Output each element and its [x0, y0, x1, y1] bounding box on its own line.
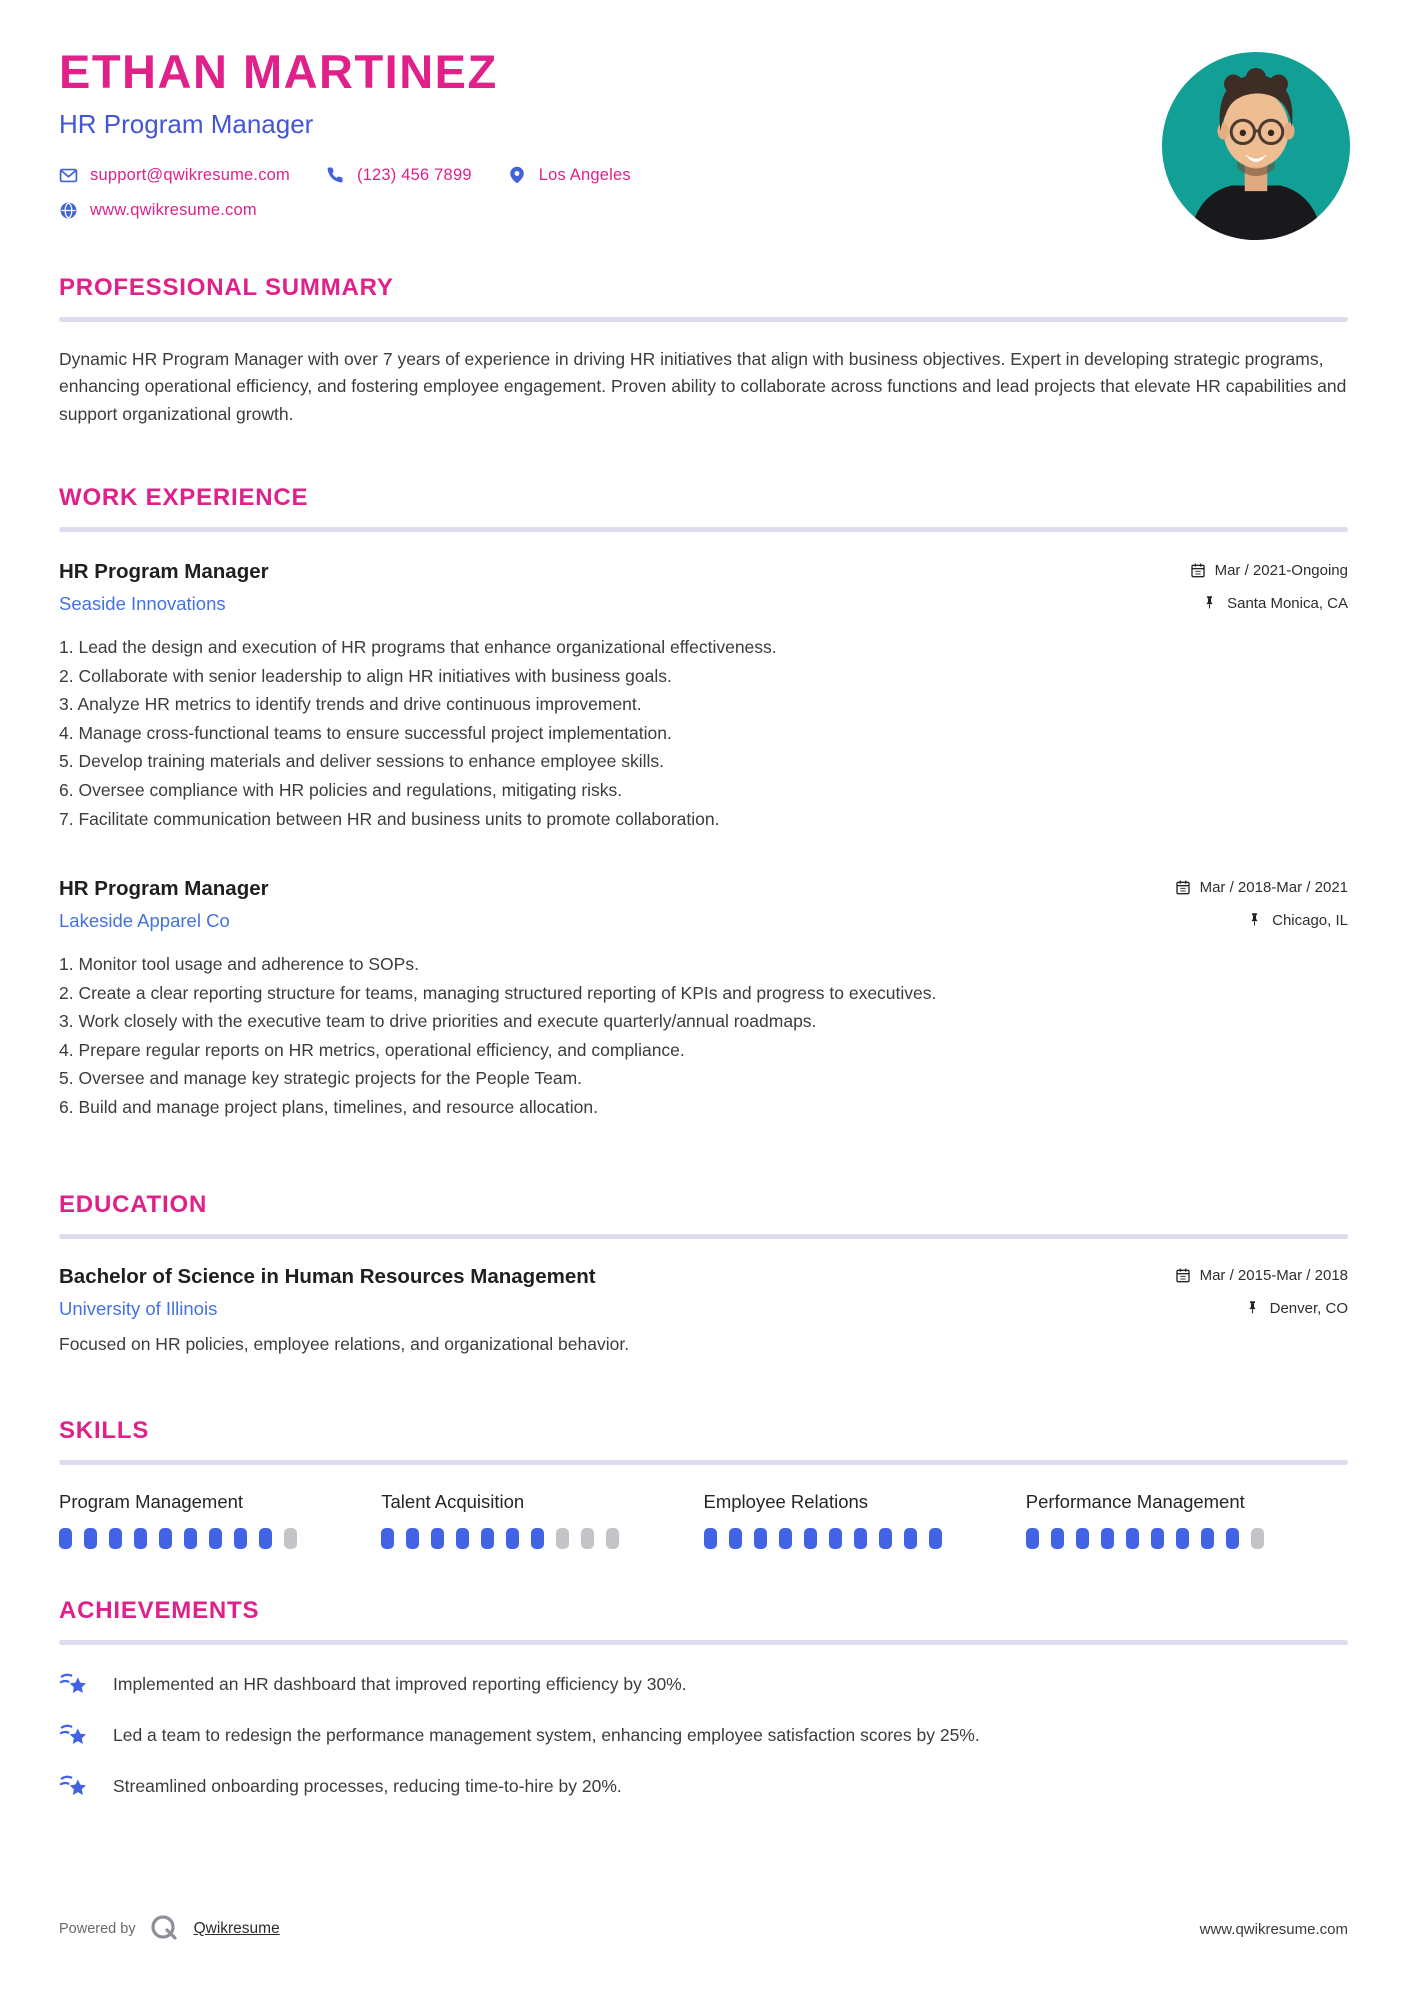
rating-dot	[606, 1528, 619, 1549]
powered-by-text: Powered by	[59, 1921, 136, 1937]
rating-dot	[929, 1528, 942, 1549]
skill-rating-dots	[1026, 1528, 1348, 1549]
skill-item	[59, 1491, 381, 1549]
footer-website: www.qwikresume.com	[1199, 1920, 1348, 1938]
person-job-title: HR Program Manager	[59, 109, 314, 139]
footer	[59, 1912, 1348, 1946]
section-divider	[59, 527, 1348, 532]
achievement-text: Implemented an HR dashboard that improved reporting efficiency by 30%.	[113, 1673, 687, 1694]
rating-dot	[481, 1528, 494, 1549]
rating-dot	[1226, 1528, 1239, 1549]
section-divider	[59, 1460, 1348, 1465]
rating-dot	[854, 1528, 867, 1549]
job-location	[1247, 912, 1348, 929]
rating-dot	[1251, 1528, 1264, 1549]
website-link[interactable]	[59, 201, 257, 220]
rating-dot	[1101, 1528, 1114, 1549]
job-point: 7. Facilitate communication between HR and business units to promote collaboration.	[59, 808, 720, 829]
section-achievements	[59, 1597, 1348, 1801]
rating-dot	[1151, 1528, 1164, 1549]
rating-dot	[134, 1528, 147, 1549]
contact-row-1	[59, 166, 1348, 185]
education-heading: EDUCATION	[59, 1191, 208, 1219]
qwikresume-logo-icon	[148, 1912, 182, 1946]
pushpin-icon	[1245, 1300, 1261, 1316]
job-point: 4. Prepare regular reports on HR metrics, operational efficiency, and compliance.	[59, 1039, 685, 1060]
section-divider	[59, 1234, 1348, 1239]
skill-rating-dots	[381, 1528, 703, 1549]
calendar-icon	[1190, 562, 1206, 578]
rating-dot	[556, 1528, 569, 1549]
job-point: 3. Analyze HR metrics to identify trends and drive continuous improvement.	[59, 694, 642, 715]
rating-dot	[209, 1528, 222, 1549]
achievement-item	[59, 1720, 1348, 1750]
rating-dot	[729, 1528, 742, 1549]
job-point: 1. Lead the design and execution of HR programs that enhance organizational effectiveness.	[59, 637, 777, 658]
work-heading: WORK EXPERIENCE	[59, 484, 309, 512]
rating-dot	[704, 1528, 717, 1549]
rating-dot	[159, 1528, 172, 1549]
profile-photo	[1162, 52, 1350, 240]
job-points	[59, 950, 1348, 1121]
person-name: ETHAN MARTINEZ	[59, 45, 498, 98]
phone-text: (123) 456 7899	[356, 166, 472, 184]
header	[59, 44, 1348, 220]
rating-dot	[406, 1528, 419, 1549]
job-point: 6. Build and manage project plans, timelines, and resource allocation.	[59, 1096, 598, 1117]
achievement-item	[59, 1771, 1348, 1801]
section-professional-summary	[59, 274, 1348, 428]
skills-grid	[59, 1491, 1348, 1549]
mail-icon	[59, 166, 78, 185]
education-dates-text: Mar / 2015-Mar / 2018	[1199, 1266, 1348, 1284]
email-link[interactable]	[59, 166, 290, 185]
phone-icon	[326, 166, 345, 185]
rating-dot	[234, 1528, 247, 1549]
skill-item	[381, 1491, 703, 1549]
summary-heading: PROFESSIONAL SUMMARY	[59, 274, 394, 301]
achievements-list	[59, 1669, 1348, 1801]
website-text: www.qwikresume.com	[90, 201, 257, 219]
skills-heading: SKILLS	[59, 1417, 150, 1445]
skill-item	[1026, 1491, 1348, 1549]
education-location-text: Denver, CO	[1269, 1299, 1348, 1317]
job-point: 4. Manage cross-functional teams to ensure successful project implementation.	[59, 722, 672, 743]
rating-dot	[259, 1528, 272, 1549]
rating-dot	[1076, 1528, 1089, 1549]
degree-title: Bachelor of Science in Human Resources Management	[59, 1265, 596, 1289]
job-point: 6. Oversee compliance with HR policies and regulations, mitigating risks.	[59, 779, 623, 800]
job-title: HR Program Manager	[59, 877, 269, 901]
job-point: 2. Collaborate with senior leadership to align HR initiatives with business goals.	[59, 665, 672, 686]
pushpin-icon	[1247, 912, 1263, 928]
job-location	[1202, 595, 1348, 612]
shooting-star-icon	[59, 1720, 91, 1750]
section-education	[59, 1191, 1348, 1355]
calendar-icon	[1175, 879, 1191, 895]
job-location-text: Chicago, IL	[1272, 911, 1348, 929]
job-dates	[1175, 879, 1348, 896]
skill-item	[704, 1491, 1026, 1549]
rating-dot	[1176, 1528, 1189, 1549]
job-point: 5. Develop training materials and deliver sessions to enhance employee skills.	[59, 751, 665, 772]
job-company: Lakeside Apparel Co	[59, 910, 230, 932]
rating-dot	[879, 1528, 892, 1549]
rating-dot	[431, 1528, 444, 1549]
rating-dot	[804, 1528, 817, 1549]
rating-dot	[779, 1528, 792, 1549]
job-location-text: Santa Monica, CA	[1227, 594, 1348, 612]
section-divider	[59, 1640, 1348, 1645]
rating-dot	[754, 1528, 767, 1549]
avatar-man-glasses-icon	[1162, 52, 1350, 240]
skill-label: Talent Acquisition	[381, 1491, 525, 1513]
job-point: 1. Monitor tool usage and adherence to SOPs.	[59, 954, 419, 975]
job-point: 5. Oversee and manage key strategic projects for the People Team.	[59, 1068, 583, 1089]
education-dates	[1175, 1267, 1348, 1284]
rating-dot	[506, 1528, 519, 1549]
brand-link[interactable]: Qwikresume	[193, 1920, 280, 1937]
location-text: Los Angeles	[538, 166, 631, 184]
job-dates-text: Mar / 2021-Ongoing	[1214, 561, 1348, 579]
job-title: HR Program Manager	[59, 560, 269, 584]
rating-dot	[531, 1528, 544, 1549]
education-location	[1245, 1300, 1348, 1317]
job-point: 2. Create a clear reporting structure for teams, managing structured reporting of KPIs and progress to executives.	[59, 982, 937, 1003]
section-skills	[59, 1417, 1348, 1549]
job-point: 3. Work closely with the executive team to drive priorities and execute quarterly/annual roadmaps.	[59, 1011, 817, 1032]
rating-dot	[1051, 1528, 1064, 1549]
skill-rating-dots	[59, 1528, 381, 1549]
globe-icon	[59, 201, 78, 220]
rating-dot	[904, 1528, 917, 1549]
achievement-text: Led a team to redesign the performance management system, enhancing employee satisfaction scores by 25%.	[113, 1724, 980, 1745]
job-dates	[1190, 562, 1348, 579]
calendar-icon	[1175, 1267, 1191, 1283]
rating-dot	[581, 1528, 594, 1549]
skill-label: Program Management	[59, 1491, 244, 1513]
email-text: support@qwikresume.com	[90, 166, 290, 184]
contact-row-2	[59, 201, 1348, 220]
map-pin-icon	[508, 166, 527, 185]
school-name: University of Illinois	[59, 1298, 218, 1320]
job-entry-1	[59, 560, 1348, 833]
rating-dot	[456, 1528, 469, 1549]
achievement-item	[59, 1669, 1348, 1699]
location-item	[508, 166, 631, 185]
skill-rating-dots	[704, 1528, 1026, 1549]
shooting-star-icon	[59, 1669, 91, 1699]
rating-dot	[59, 1528, 72, 1549]
rating-dot	[381, 1528, 394, 1549]
rating-dot	[84, 1528, 97, 1549]
rating-dot	[1201, 1528, 1214, 1549]
education-description: Focused on HR policies, employee relations, and organizational behavior.	[59, 1334, 630, 1355]
rating-dot	[284, 1528, 297, 1549]
skill-label: Employee Relations	[703, 1491, 869, 1513]
rating-dot	[1026, 1528, 1039, 1549]
pushpin-icon	[1202, 595, 1218, 611]
phone-link[interactable]	[326, 166, 472, 185]
shooting-star-icon	[59, 1771, 91, 1801]
job-company: Seaside Innovations	[59, 593, 226, 615]
achievement-text: Streamlined onboarding processes, reducing time-to-hire by 20%.	[113, 1775, 622, 1796]
section-divider	[59, 317, 1348, 322]
summary-text: Dynamic HR Program Manager with over 7 years of experience in driving HR initiatives that align with business objectives. Expert in developing strategic programs, enhancing operational efficiency, and fostering employee engagement. Proven ability to collaborate across functions and lead projects that elevate HR capabilities and support organizational growth.	[59, 349, 1347, 424]
achievements-heading: ACHIEVEMENTS	[59, 1597, 260, 1625]
section-work-experience	[59, 484, 1348, 1121]
job-entry-2	[59, 877, 1348, 1121]
rating-dot	[829, 1528, 842, 1549]
skill-label: Performance Management	[1025, 1491, 1245, 1513]
rating-dot	[1126, 1528, 1139, 1549]
rating-dot	[109, 1528, 122, 1549]
rating-dot	[184, 1528, 197, 1549]
job-dates-text: Mar / 2018-Mar / 2021	[1199, 878, 1348, 896]
job-points	[59, 633, 1348, 833]
